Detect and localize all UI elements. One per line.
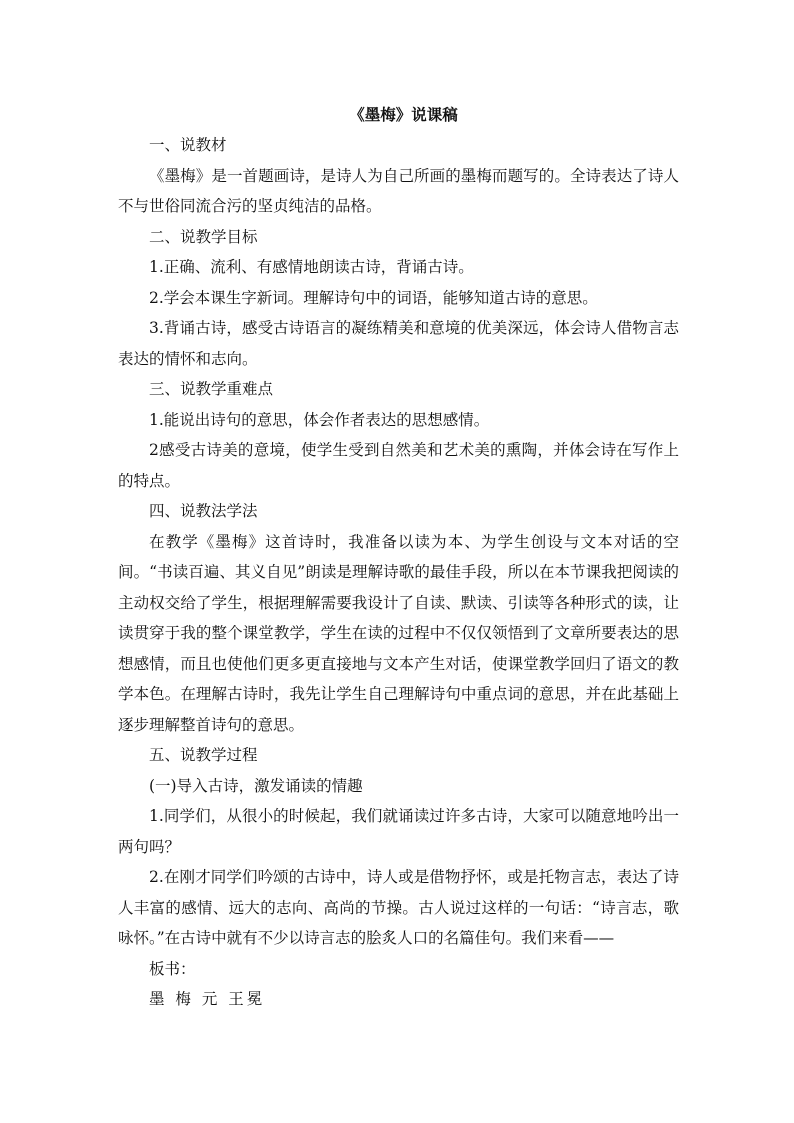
- goal-item-3: 3.背诵古诗，感受古诗语言的凝练精美和意境的优美深远，体会诗人借物言志表达的情怀和志向。: [118, 319, 679, 368]
- process-subheading-1: (一)导入古诗，激发诵读的情趣: [149, 776, 363, 795]
- board-label: 板书：: [149, 959, 196, 978]
- goal-item-2: 2.学会本课生字新词。理解诗句中的词语，能够知道古诗的意思。: [149, 288, 598, 307]
- section-heading-process: 五、说教学过程: [149, 746, 258, 764]
- textbook-paragraph: 《墨梅》是一首题画诗，是诗人为自己所画的墨梅而题写的。全诗表达了诗人不与世俗同流合污的坚贞纯洁的品格。: [118, 166, 679, 215]
- process-step-1: 1.同学们，从很小的时候起，我们就诵读过许多古诗，大家可以随意地吟出一两句吗？: [118, 807, 679, 856]
- key-point-item-2: 2感受古诗美的意境，使学生受到自然美和艺术美的熏陶，并体会诗在写作上的特点。: [118, 441, 679, 490]
- methods-paragraph: 在教学《墨梅》这首诗时，我准备以读为本、为学生创设与文本对话的空间。“书读百遍、其义自见”朗读是理解诗歌的最佳手段，所以在本节课我把阅读的主动权交给了学生，根据理解需要我设计了自读、默读、引读等各种形式的读，让读贯穿于我的整个课堂教学，学生在读的过程中不仅仅领悟到了文章所要表达的思想感情，而且也使他们更多更直接地与文本产生对话，使课堂教学回归了语文的教学本色。在理解古诗时，我先让学生自己理解诗句中重点词的意思，并在此基础上逐步理解整首诗句的意思。: [118, 532, 679, 734]
- process-step-2: 2.在刚才同学们吟颂的古诗中，诗人或是借物抒怀，或是托物言志，表达了诗人丰富的感情、远大的志向、高尚的节操。古人说过这样的一句话：“诗言志，歌咏怀。”在古诗中就有不少以诗言志的脍炙人口的名篇佳句。我们来看——: [118, 868, 679, 947]
- section-heading-methods: 四、说教法学法: [149, 502, 258, 520]
- section-heading-key-points: 三、说教学重难点: [149, 380, 274, 398]
- document-title: 《墨梅》说课稿: [349, 105, 458, 124]
- board-content: 墨 梅 元 王冕: [149, 990, 266, 1008]
- goal-item-1: 1.正确、流利、有感情地朗读古诗，背诵古诗。: [149, 258, 474, 276]
- section-heading-goals: 二、说教学目标: [149, 227, 258, 246]
- section-heading-textbook: 一、说教材: [149, 136, 227, 154]
- key-point-item-1: 1.能说出诗句的意思，体会作者表达的思想感情。: [149, 410, 490, 429]
